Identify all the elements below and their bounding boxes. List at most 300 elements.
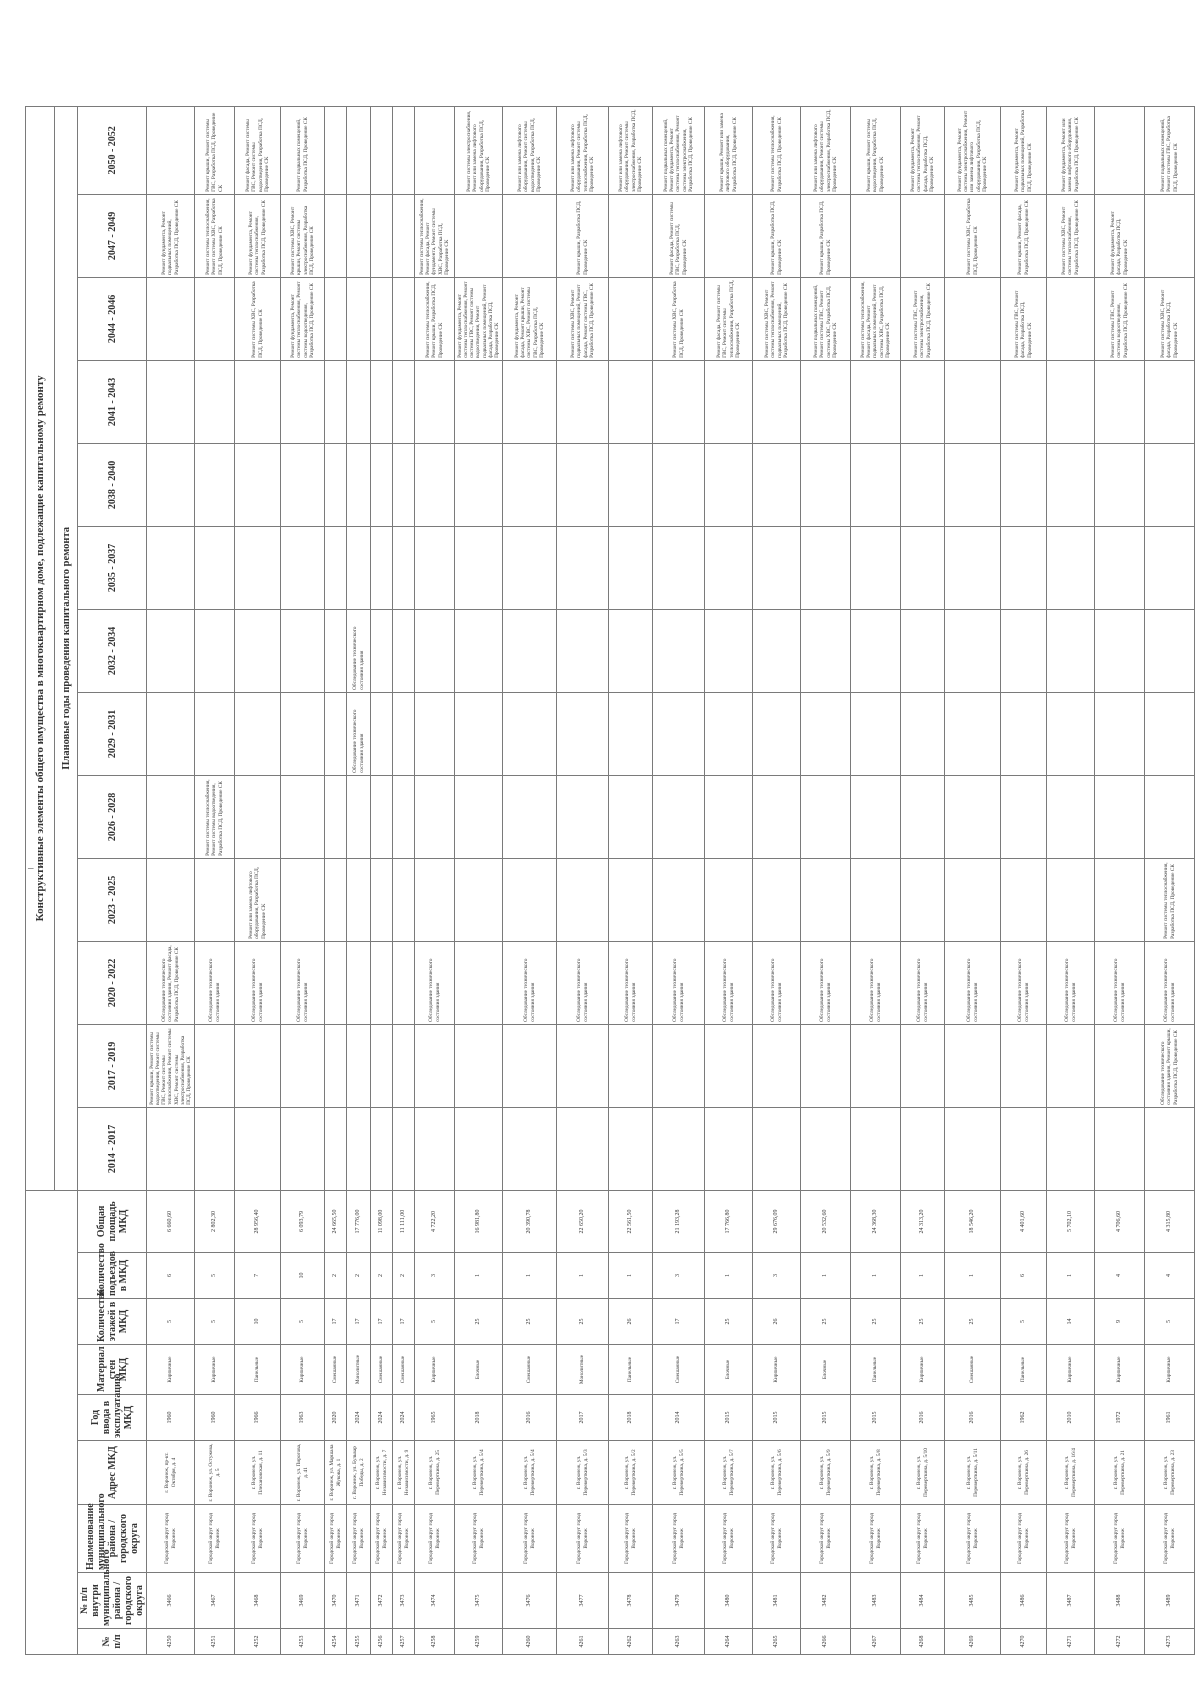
cell-year: 1960 — [147, 1395, 195, 1441]
cell-period-11 — [851, 194, 901, 277]
cell-k: 3476 — [503, 1573, 557, 1629]
cell-period-6: Обследование технического состояния здания — [347, 609, 371, 692]
cell-period-3 — [851, 858, 901, 941]
cell-period-6 — [901, 609, 945, 692]
cell-mun: Городской округ город Воронеж — [347, 1505, 371, 1573]
cell-k: 3467 — [195, 1573, 235, 1629]
cell-period-11 — [325, 194, 347, 277]
cell-year: 2014 — [653, 1395, 705, 1441]
cell-period-6 — [415, 609, 455, 692]
cell-period-1 — [1047, 1024, 1095, 1107]
cell-addr: г. Воронеж, ул. Переверткина, д. 5/4 — [503, 1441, 557, 1505]
cell-period-8 — [557, 443, 609, 526]
cell-period-11: Ремонт системы ХВС, Разработка ПСД, Проведение СК — [945, 194, 1001, 277]
cell-period-1 — [653, 1024, 705, 1107]
cell-year: 2017 — [557, 1395, 609, 1441]
cell-period-11: Ремонт крыши, Разработка ПСД, Проведение СК — [557, 194, 609, 277]
cell-period-8 — [653, 443, 705, 526]
cell-period-0 — [371, 1107, 393, 1190]
cell-period-11 — [901, 194, 945, 277]
col-header: Количество этажей в МКД — [78, 1299, 147, 1345]
cell-n: 4267 — [851, 1629, 901, 1655]
cell-period-12: Ремонт фундамента, Ремонт или замена лифтового оборудования, Разработка ПСД, Проведение СК — [1047, 106, 1095, 194]
cell-addr: г. Воронеж, ул. Переверткина, д. 23 — [1145, 1441, 1195, 1505]
cell-period-9 — [945, 360, 1001, 443]
cell-k: 3472 — [371, 1573, 393, 1629]
cell-period-10 — [609, 277, 653, 360]
cell-fl: 25 — [851, 1299, 901, 1345]
cell-k: 3489 — [1145, 1573, 1195, 1629]
table-body — [147, 106, 1195, 1654]
cell-period-1 — [801, 1024, 851, 1107]
table-row — [347, 106, 371, 1654]
cell-period-8 — [281, 443, 325, 526]
cell-period-12: Ремонт крыши, Ремонт системы водоотведения, Разработка ПСД, Проведение СК — [851, 106, 901, 194]
cell-mat: Блочные — [455, 1345, 503, 1395]
cell-period-4 — [801, 775, 851, 858]
cell-area: 24 665,50 — [325, 1190, 347, 1252]
cell-period-11 — [609, 194, 653, 277]
cell-ent: 1 — [801, 1253, 851, 1299]
cell-period-11: Ремонт крыши, Разработка ПСД, Проведение СК — [753, 194, 801, 277]
cell-period-9 — [371, 360, 393, 443]
cell-period-12: Ремонт или замена лифтового оборудования, Ремонт системы теплоснабжения, Разработка ПСД, Проведение СК — [557, 106, 609, 194]
cell-period-0 — [901, 1107, 945, 1190]
table-row — [851, 106, 901, 1654]
cell-period-8 — [503, 443, 557, 526]
cell-period-5 — [1047, 692, 1095, 775]
cell-fl: 5 — [281, 1299, 325, 1345]
cell-period-7 — [705, 526, 753, 609]
cell-fl: 17 — [325, 1299, 347, 1345]
cell-period-12: Ремонт фасада, Ремонт системы ГВС, Ремонт системы водоотведения, Разработка ПСД, Проведение СК — [235, 106, 281, 194]
cell-period-4 — [371, 775, 393, 858]
period-header: 2047 - 2049 — [78, 194, 147, 277]
cell-period-2: Обследование технического состояния здания — [945, 941, 1001, 1024]
cell-period-1 — [901, 1024, 945, 1107]
cell-period-9 — [753, 360, 801, 443]
cell-area: 17 766,80 — [705, 1190, 753, 1252]
column-header-row — [78, 106, 147, 1654]
cell-period-11: Ремонт системы ХВС, Ремонт крыши, Ремонт системы электроснабжения, Разработка ПСД, Проведение СК — [281, 194, 325, 277]
cell-n: 4253 — [281, 1629, 325, 1655]
cell-mun: Городской округ город Воронеж — [1001, 1505, 1047, 1573]
cell-ent: 4 — [1095, 1253, 1145, 1299]
cell-period-4 — [325, 775, 347, 858]
cell-year: 2024 — [393, 1395, 415, 1441]
cell-period-2: Обследование технического состояния здания — [801, 941, 851, 1024]
rotated-sheet — [25, 109, 1179, 1655]
cell-period-9 — [1001, 360, 1047, 443]
cell-n: 4269 — [945, 1629, 1001, 1655]
cell-period-9 — [801, 360, 851, 443]
cell-period-10: Ремонт фасада, Ремонт системы ГВС, Ремонт системы теплоснабжения, Разработка ПСД, Проведение СК — [705, 277, 753, 360]
cell-fl: 5 — [195, 1299, 235, 1345]
period-header: 2020 - 2022 — [78, 941, 147, 1024]
cell-area: 18 546,20 — [945, 1190, 1001, 1252]
cell-period-4 — [1047, 775, 1095, 858]
cell-mun: Городской округ город Воронеж — [1145, 1505, 1195, 1573]
cell-period-5 — [503, 692, 557, 775]
cell-area: 28 956,40 — [235, 1190, 281, 1252]
cell-period-6 — [325, 609, 347, 692]
cell-mun: Городской округ город Воронеж — [147, 1505, 195, 1573]
cell-period-1 — [609, 1024, 653, 1107]
cell-year: 1960 — [195, 1395, 235, 1441]
cell-period-0 — [1145, 1107, 1195, 1190]
cell-period-12: Ремонт или замена лифтового оборудования, Ремонт системы водоотведения, Разработка ПСД, Проведение СК — [503, 106, 557, 194]
cell-period-7 — [1047, 526, 1095, 609]
cell-period-2: Обследование технического состояния здания — [1095, 941, 1145, 1024]
cell-mun: Городской округ город Воронеж — [503, 1505, 557, 1573]
cell-area: 29 676,09 — [753, 1190, 801, 1252]
cell-fl: 17 — [653, 1299, 705, 1345]
cell-period-3 — [415, 858, 455, 941]
cell-mat: Панельные — [851, 1345, 901, 1395]
cell-fl: 25 — [801, 1299, 851, 1345]
cell-fl: 17 — [393, 1299, 415, 1345]
cell-period-0 — [503, 1107, 557, 1190]
cell-period-5 — [195, 692, 235, 775]
cell-ent: 1 — [503, 1253, 557, 1299]
cell-k: 3475 — [455, 1573, 503, 1629]
cell-mat: Панельные — [1001, 1345, 1047, 1395]
cell-mun: Городской округ город Воронеж — [195, 1505, 235, 1573]
cell-fl: 10 — [235, 1299, 281, 1345]
cell-period-12 — [371, 106, 393, 194]
cell-n: 4260 — [503, 1629, 557, 1655]
cell-mat: Смешанные — [653, 1345, 705, 1395]
cell-period-7 — [235, 526, 281, 609]
cell-n: 4268 — [901, 1629, 945, 1655]
cell-n: 4266 — [801, 1629, 851, 1655]
cell-period-6 — [753, 609, 801, 692]
cell-period-5: Обследование технического состояния здания — [347, 692, 371, 775]
cell-period-4 — [609, 775, 653, 858]
cell-mat: Монолитные — [557, 1345, 609, 1395]
cell-addr: г. Воронеж, ул. Маршала Жукова, д. 1 — [325, 1441, 347, 1505]
cell-period-4 — [455, 775, 503, 858]
cell-ent: 7 — [235, 1253, 281, 1299]
cell-fl: 9 — [1095, 1299, 1145, 1345]
cell-n: 4262 — [609, 1629, 653, 1655]
cell-period-7 — [371, 526, 393, 609]
cell-mat: Кирпичные — [1047, 1345, 1095, 1395]
cell-period-7 — [1145, 526, 1195, 609]
cell-period-7 — [901, 526, 945, 609]
period-header: 2029 - 2031 — [78, 692, 147, 775]
table-caption: Конструктивные элементы общего имущества в многоквартирном доме, подлежащие капитальному ремонту — [26, 106, 55, 1190]
cell-period-1 — [753, 1024, 801, 1107]
cell-period-11: Ремонт фундамента, Ремонт фасада, Разработка ПСД, Проведение СК — [1095, 194, 1145, 277]
cell-addr: г. Воронеж, ул. Переверткина, д. 26 — [1001, 1441, 1047, 1505]
table-row — [371, 106, 393, 1654]
cell-period-8 — [1095, 443, 1145, 526]
cell-period-4 — [281, 775, 325, 858]
cell-period-10 — [1047, 277, 1095, 360]
cell-period-0 — [455, 1107, 503, 1190]
table-row — [325, 106, 347, 1654]
cell-period-9 — [557, 360, 609, 443]
cell-fl: 17 — [347, 1299, 371, 1345]
cell-period-6 — [371, 609, 393, 692]
cell-period-3 — [147, 858, 195, 941]
cell-mun: Городской округ город Воронеж — [281, 1505, 325, 1573]
cell-period-11: Ремонт системы теплоснабжения, Ремонт фасада, Ремонт фундамента, Ремонт системы ХВС, Разработка ПСД, Проведение СК — [415, 194, 455, 277]
cell-period-4 — [393, 775, 415, 858]
cell-period-6 — [609, 609, 653, 692]
cell-period-2: Обследование технического состояния здания — [653, 941, 705, 1024]
cell-year: 2015 — [851, 1395, 901, 1441]
cell-period-4: Ремонт системы теплоснабжения, Ремонт системы водоотведения, Разработка ПСД, Проведение СК — [195, 775, 235, 858]
cell-mun: Городской округ город Воронеж — [705, 1505, 753, 1573]
cell-mat: Кирпичные — [1095, 1345, 1145, 1395]
cell-period-5 — [393, 692, 415, 775]
cell-period-2: Обследование технического состояния здания — [1001, 941, 1047, 1024]
cell-period-3 — [393, 858, 415, 941]
cell-period-3 — [557, 858, 609, 941]
cell-year: 1966 — [235, 1395, 281, 1441]
period-header: 2044 - 2046 — [78, 277, 147, 360]
cell-year: 1965 — [415, 1395, 455, 1441]
cell-period-7 — [347, 526, 371, 609]
cell-k: 3485 — [945, 1573, 1001, 1629]
cell-k: 3474 — [415, 1573, 455, 1629]
cell-period-7 — [393, 526, 415, 609]
cell-period-7 — [1095, 526, 1145, 609]
cell-fl: 14 — [1047, 1299, 1095, 1345]
cell-period-9 — [347, 360, 371, 443]
cell-addr: г. Воронеж, пр-кт. Октября, д. 4 — [147, 1441, 195, 1505]
cell-period-7 — [945, 526, 1001, 609]
cell-ent: 10 — [281, 1253, 325, 1299]
cell-period-6 — [393, 609, 415, 692]
cell-mat: Панельные — [609, 1345, 653, 1395]
cell-period-8 — [753, 443, 801, 526]
cell-k: 3484 — [901, 1573, 945, 1629]
cell-mun: Городской округ город Воронеж — [415, 1505, 455, 1573]
cell-period-0 — [347, 1107, 371, 1190]
cell-period-5 — [281, 692, 325, 775]
cell-mat: Кирпичные — [1145, 1345, 1195, 1395]
header-blank — [26, 1190, 78, 1654]
table-row — [1095, 106, 1145, 1654]
cell-period-11 — [455, 194, 503, 277]
cell-period-8 — [609, 443, 653, 526]
cell-mat: Кирпичные — [415, 1345, 455, 1395]
cell-period-6 — [801, 609, 851, 692]
cell-ent: 1 — [851, 1253, 901, 1299]
cell-period-3 — [371, 858, 393, 941]
cell-year: 2018 — [609, 1395, 653, 1441]
cell-k: 3487 — [1047, 1573, 1095, 1629]
cell-period-12: Ремонт подвальных помещений, Ремонт фундамента, Ремонт системы теплоснабжения, Ремонт системы электроснабжения, Разработка ПСД, Проведение СК — [653, 106, 705, 194]
cell-period-3 — [325, 858, 347, 941]
cell-k: 3471 — [347, 1573, 371, 1629]
cell-period-1 — [393, 1024, 415, 1107]
period-header: 2041 - 2043 — [78, 360, 147, 443]
cell-fl: 26 — [753, 1299, 801, 1345]
cell-n: 4252 — [235, 1629, 281, 1655]
cell-period-4 — [235, 775, 281, 858]
cell-period-10: Ремонт фундамента, Ремонт системы теплоснабжения, Ремонт системы водоотведения, Разработка ПСД, Проведение СК — [281, 277, 325, 360]
cell-period-2: Обследование технического состояния здания — [1047, 941, 1095, 1024]
cell-mun: Городской округ город Воронеж — [325, 1505, 347, 1573]
cell-n: 4256 — [371, 1629, 393, 1655]
cell-area: 2 802,30 — [195, 1190, 235, 1252]
table-row — [705, 106, 753, 1654]
cell-k: 3466 — [147, 1573, 195, 1629]
col-header: № п/п — [78, 1629, 147, 1655]
cell-addr: г. Воронеж, ул. Переверткина, д. 5/9 — [801, 1441, 851, 1505]
cell-period-9 — [1047, 360, 1095, 443]
cell-period-3 — [945, 858, 1001, 941]
cell-ent: 2 — [393, 1253, 415, 1299]
col-header: Материал стен МКД — [78, 1345, 147, 1395]
cell-period-9 — [901, 360, 945, 443]
cell-n: 4271 — [1047, 1629, 1095, 1655]
cell-year: 2016 — [945, 1395, 1001, 1441]
cell-k: 3468 — [235, 1573, 281, 1629]
cell-period-4 — [653, 775, 705, 858]
cell-area: 20 390,78 — [503, 1190, 557, 1252]
period-header: 2026 - 2028 — [78, 775, 147, 858]
cell-n: 4255 — [347, 1629, 371, 1655]
cell-mat: Смешанные — [945, 1345, 1001, 1395]
cell-year: 2018 — [455, 1395, 503, 1441]
cell-period-3 — [281, 858, 325, 941]
cell-year: 2015 — [705, 1395, 753, 1441]
cell-n: 4264 — [705, 1629, 753, 1655]
cell-period-1 — [851, 1024, 901, 1107]
cell-period-12: Ремонт подвальных помещений, Ремонт системы ГВС, Разработка ПСД, Проведение СК — [1145, 106, 1195, 194]
cell-ent: 1 — [609, 1253, 653, 1299]
cell-mun: Городской округ город Воронеж — [371, 1505, 393, 1573]
cell-period-2 — [371, 941, 393, 1024]
period-header: 2032 - 2034 — [78, 609, 147, 692]
cell-area: 4 315,80 — [1145, 1190, 1195, 1252]
cell-period-2: Обследование технического состояния здания — [557, 941, 609, 1024]
cell-period-12: Ремонт системы теплоснабжения, Разработка ПСД, Проведение СК — [753, 106, 801, 194]
cell-period-3 — [347, 858, 371, 941]
cell-period-12: Ремонт фундамента, Ремонт системы теплоснабжения, Ремонт фасада, Разработка ПСД, Проведение СК — [901, 106, 945, 194]
cell-period-6 — [503, 609, 557, 692]
cell-period-10: Ремонт системы ХВС, Ремонт подвальных помещений, Ремонт фасада, Ремонт системы ГВС, Разработка ПСД, Проведение СК — [557, 277, 609, 360]
cell-period-12 — [147, 106, 195, 194]
cell-period-4 — [503, 775, 557, 858]
cell-period-5 — [945, 692, 1001, 775]
table-row — [945, 106, 1001, 1654]
cell-k: 3473 — [393, 1573, 415, 1629]
cell-period-11 — [1145, 194, 1195, 277]
cell-period-9 — [1145, 360, 1195, 443]
cell-ent: 6 — [147, 1253, 195, 1299]
cell-period-1 — [455, 1024, 503, 1107]
cell-period-8 — [1001, 443, 1047, 526]
cell-period-1 — [415, 1024, 455, 1107]
cell-fl: 25 — [557, 1299, 609, 1345]
cell-period-10: Ремонт системы теплоснабжения, Ремонт фасада, Ремонт подвальных помещений, Ремонт системы ХВС, Разработка ПСД, Проведение СК — [851, 277, 901, 360]
cell-period-2: Обследование технического состояния здания — [609, 941, 653, 1024]
cell-period-9 — [609, 360, 653, 443]
cell-year: 2015 — [753, 1395, 801, 1441]
cell-period-5 — [325, 692, 347, 775]
col-header: Год ввода в эксплуатацию МКД — [78, 1395, 147, 1441]
cell-period-10: Ремонт системы ГВС, Ремонт фасада, Разработка ПСД, Проведение СК — [1001, 277, 1047, 360]
cell-period-7 — [1001, 526, 1047, 609]
cell-period-12 — [347, 106, 371, 194]
cell-area: 5 702,10 — [1047, 1190, 1095, 1252]
cell-ent: 5 — [195, 1253, 235, 1299]
col-header: Общая площадь МКД — [78, 1190, 147, 1252]
cell-area: 4 706,60 — [1095, 1190, 1145, 1252]
cell-k: 3481 — [753, 1573, 801, 1629]
cell-period-2: Обследование технического состояния здания — [281, 941, 325, 1024]
cell-period-0 — [281, 1107, 325, 1190]
cell-n: 4263 — [653, 1629, 705, 1655]
cell-period-12: Ремонт или замена лифтового оборудования, Ремонт системы электроснабжения, Разработка ПСД, Проведение СК — [801, 106, 851, 194]
cell-period-0 — [1095, 1107, 1145, 1190]
cell-period-0 — [195, 1107, 235, 1190]
cell-period-3: Ремонт системы теплоснабжения, Разработка ПСД, Проведение СК — [1145, 858, 1195, 941]
cell-period-0 — [557, 1107, 609, 1190]
cell-period-11 — [393, 194, 415, 277]
cell-period-3 — [455, 858, 503, 941]
cell-period-0 — [393, 1107, 415, 1190]
cell-period-7 — [851, 526, 901, 609]
cell-period-8 — [235, 443, 281, 526]
cell-mun: Городской округ город Воронеж — [1095, 1505, 1145, 1573]
cell-period-5 — [901, 692, 945, 775]
cell-period-11: Ремонт фундамента, Ремонт системы теплоснабжения, Разработка ПСД, Проведение СК — [235, 194, 281, 277]
cell-period-1: Ремонт крыши, Ремонт системы водоотведения, Ремонт системы ГВС, Ремонт системы теплоснабжения, Ремонт системы ХВС, Ремонт системы электроснабжения, Разработка ПСД, Проведение СК — [147, 1024, 195, 1107]
cell-k: 3479 — [653, 1573, 705, 1629]
cell-period-4 — [1001, 775, 1047, 858]
cell-area: 11 111,00 — [393, 1190, 415, 1252]
cell-period-11: Ремонт крыши, Ремонт фасада, Разработка ПСД, Проведение СК — [1001, 194, 1047, 277]
table-row — [557, 106, 609, 1654]
cell-period-6 — [235, 609, 281, 692]
table-row — [195, 106, 235, 1654]
cell-period-1 — [195, 1024, 235, 1107]
cell-mun: Городской округ город Воронеж — [753, 1505, 801, 1573]
cell-period-7 — [753, 526, 801, 609]
cell-addr: г. Воронеж, ул. Переверткина, д. 5/5 — [653, 1441, 705, 1505]
cell-period-8 — [147, 443, 195, 526]
cell-period-12: Ремонт подвальных помещений, Разработка ПСД, Проведение СК — [281, 106, 325, 194]
cell-period-3 — [901, 858, 945, 941]
cell-mat: Смешанные — [503, 1345, 557, 1395]
cell-period-10 — [147, 277, 195, 360]
cell-period-1: Обследование технического состояния здания, Ремонт крыши, Разработка ПСД, Проведение СК — [1145, 1024, 1195, 1107]
cell-period-6 — [147, 609, 195, 692]
cell-period-2: Обследование технического состояния здания, Ремонт фасада, Разработка ПСД, Проведение СК — [147, 941, 195, 1024]
cell-period-8 — [801, 443, 851, 526]
cell-k: 3480 — [705, 1573, 753, 1629]
cell-mat: Кирпичные — [147, 1345, 195, 1395]
table-row — [455, 106, 503, 1654]
cell-period-6 — [195, 609, 235, 692]
cell-year: 2010 — [1047, 1395, 1095, 1441]
period-header: 2014 - 2017 — [78, 1107, 147, 1190]
cell-mat: Смешанные — [393, 1345, 415, 1395]
cell-period-5 — [753, 692, 801, 775]
table-row — [1145, 106, 1195, 1654]
cell-ent: 4 — [1145, 1253, 1195, 1299]
cell-area: 24 368,30 — [851, 1190, 901, 1252]
cell-ent: 1 — [1047, 1253, 1095, 1299]
cell-period-1 — [1095, 1024, 1145, 1107]
